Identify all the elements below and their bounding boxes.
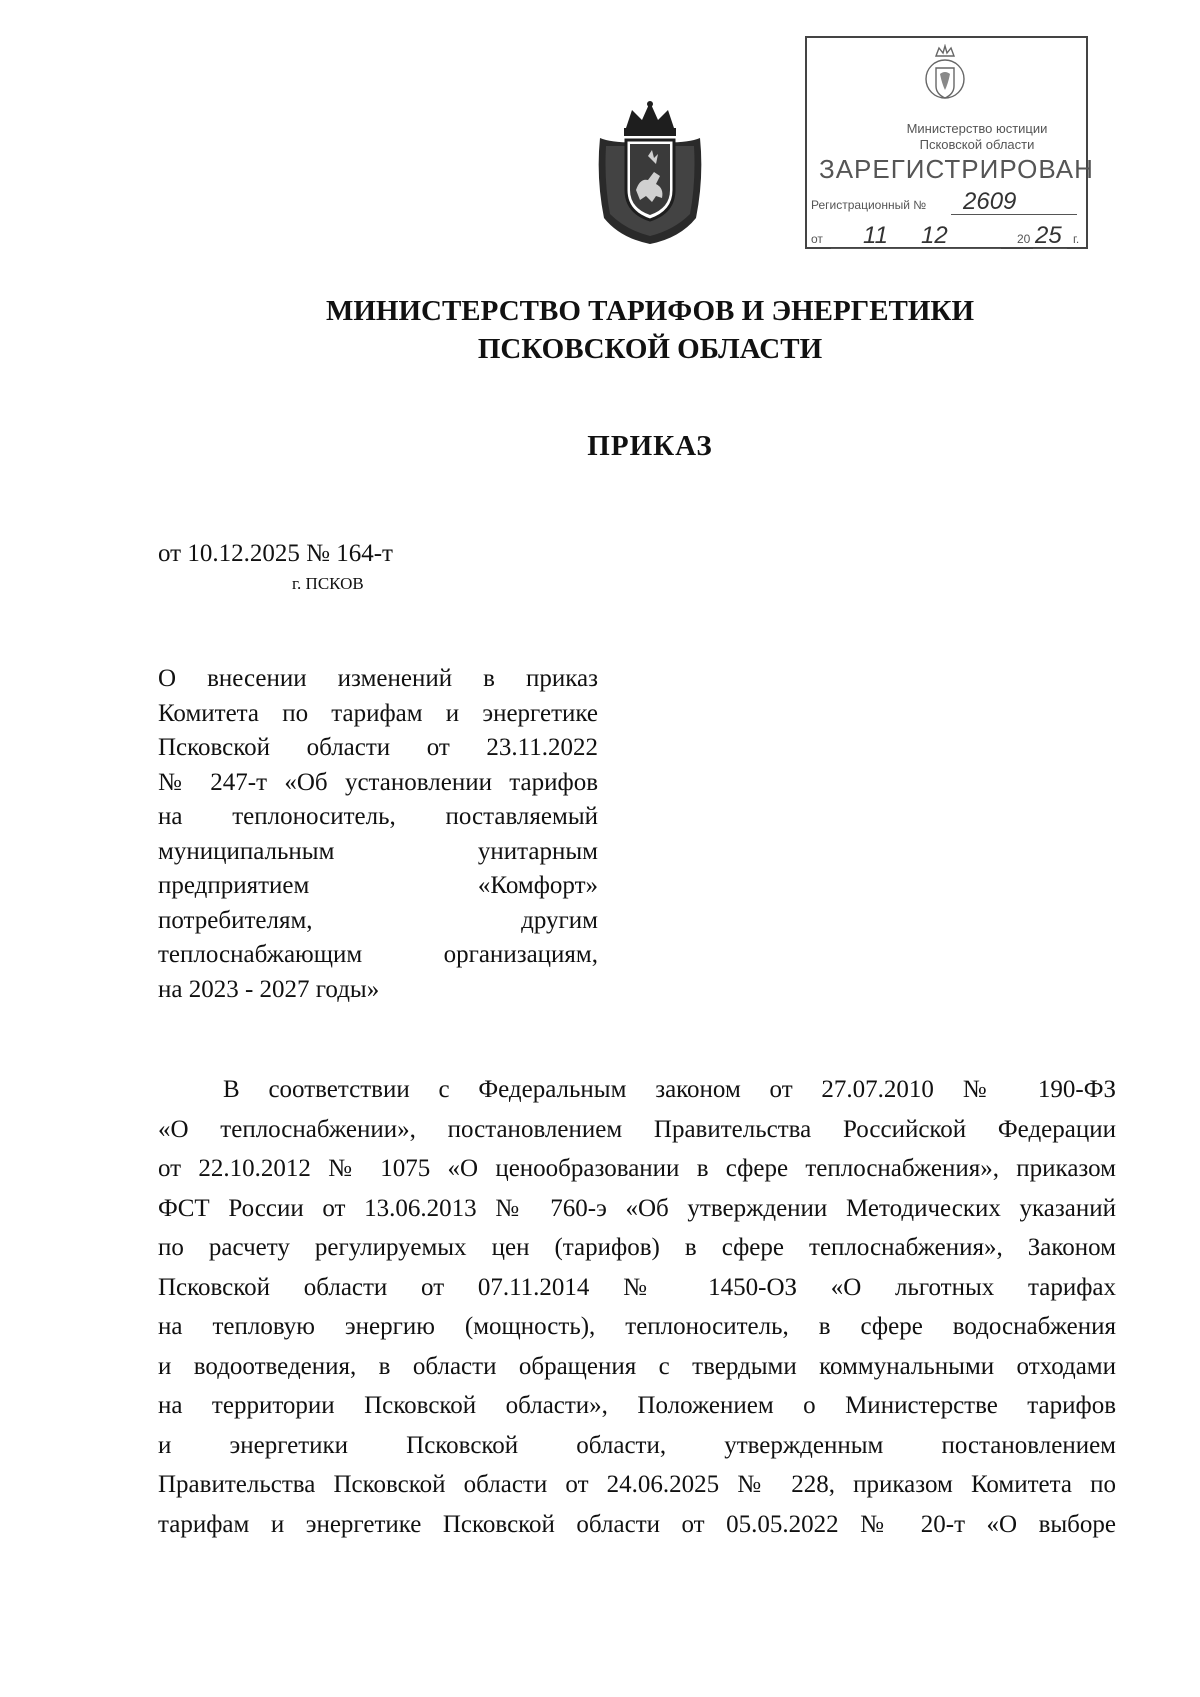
body-line: по расчету регулируемых цен (тарифов) в сфере теплоснабжения», Законом: [158, 1234, 1116, 1261]
registration-stamp: [805, 36, 1094, 249]
order-city: г. ПСКОВ: [292, 574, 364, 593]
coat-of-arms-icon: [590, 98, 710, 248]
body-line: на тепловую энергию (мощность), теплоноситель, в сфере водоснабжения: [158, 1313, 1116, 1340]
ministry-name-line-2: ПСКОВСКОЙ ОБЛАСТИ: [477, 333, 823, 365]
stamp-reg-label: Регистрационный №: [811, 198, 927, 212]
stamp-registered-title: ЗАРЕГИСТРИРОВАН: [819, 154, 1094, 184]
body-line: и энергетики Псковской области, утвержденным постановлением: [158, 1431, 1116, 1459]
ministry-name-line-1: МИНИСТЕРСТВО ТАРИФОВ И ЭНЕРГЕТИКИ: [325, 295, 975, 327]
stamp-region-line: Псковской области: [919, 137, 1035, 152]
stamp-year-label: г.: [1073, 232, 1080, 246]
body-line: Псковской области от 07.11.2014 № 1450-ОЗ «О льготных тарифах: [158, 1273, 1116, 1301]
document-type-title: ПРИКАЗ: [587, 430, 713, 462]
order-date-number: от 10.12.2025 № 164-т: [158, 540, 393, 567]
subject-line: на 2023 - 2027 годы»: [158, 975, 380, 1003]
stamp-date-row: [811, 222, 1083, 252]
stamp-registration-number-row: [811, 190, 1083, 218]
stamp-date-prefix: от: [811, 232, 823, 246]
body-line: на территории Псковской области», Положением о Министерстве тарифов: [158, 1392, 1116, 1419]
stamp-emblem-icon: [922, 44, 968, 104]
subject-line: муниципальным унитарным: [158, 837, 598, 865]
body-line: «О теплоснабжении», постановлением Правительства Российской Федерации: [158, 1115, 1116, 1143]
body-line: и водоотведения, в области обращения с твердыми коммунальными отходами: [158, 1352, 1116, 1380]
body-line: тарифам и энергетике Псковской области от 05.05.2022 № 20-т «О выборе: [158, 1510, 1116, 1538]
stamp-date-month: 12: [921, 222, 948, 249]
subject-line: № 247-т «Об установлении тарифов: [158, 768, 598, 796]
subject-line: Комитета по тарифам и энергетике: [158, 699, 598, 727]
subject-line: теплоснабжающим организациям,: [158, 941, 598, 968]
subject-line: потребителям, другим: [158, 906, 598, 934]
stamp-date-day: 11: [863, 222, 888, 249]
body-line: ФСТ России от 13.06.2013 № 760-э «Об утверждении Методических указаний: [158, 1194, 1116, 1222]
ministry-name: [200, 292, 1100, 368]
body-line: В соответствии с Федеральным законом от 27.07.2010 № 190-ФЗ: [223, 1076, 1116, 1103]
stamp-year-suffix: 25: [1035, 222, 1062, 249]
subject-line: Псковской области от 23.11.2022: [158, 734, 598, 761]
body-line: Правительства Псковской области от 24.06.2025 № 228, приказом Комитета по: [158, 1471, 1116, 1498]
stamp-year-prefix: 20: [1017, 232, 1031, 246]
subject-line: О внесении изменений в приказ: [158, 665, 598, 692]
subject-line: предприятием «Комфорт»: [158, 872, 598, 899]
stamp-reg-number: 2609: [963, 188, 1017, 215]
subject-line: на теплоноситель, поставляемый: [158, 803, 598, 830]
order-subject: [158, 662, 598, 1007]
order-body-text: [158, 1070, 1116, 1544]
stamp-ministry-line: Министерство юстиции: [906, 121, 1048, 136]
body-line: от 22.10.2012 № 1075 «О ценообразовании в сфере теплоснабжения», приказом: [158, 1155, 1116, 1182]
